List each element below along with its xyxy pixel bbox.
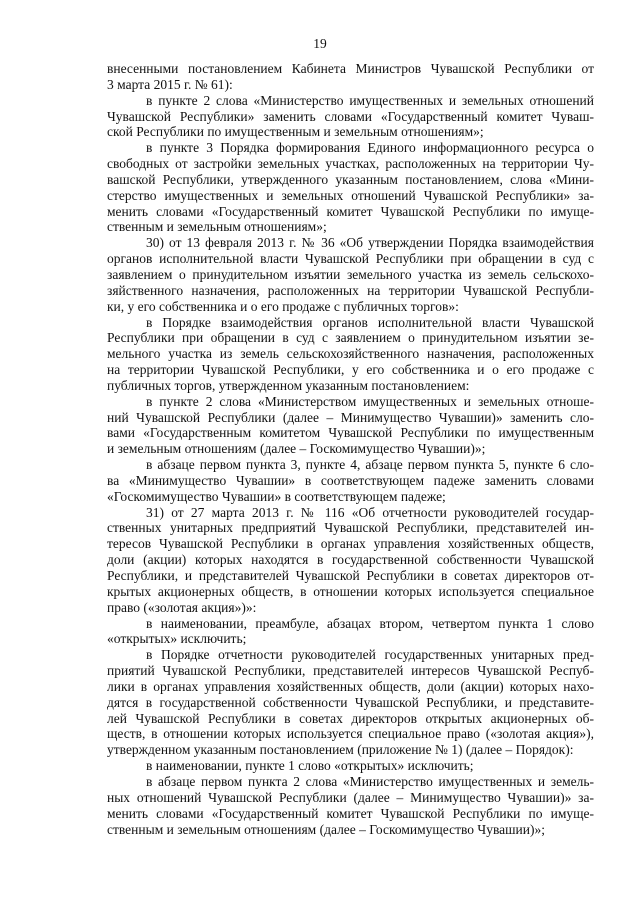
text-line: ственных унитарных предприятий Чувашской Республики, представителей ин-	[107, 520, 594, 536]
text-line: в наименовании, преамбуле, абзацах втором, четвертом пункта 1 слово	[146, 615, 594, 631]
text-line: ний Чувашской Республики (далее – Минимущество Чувашии)» заменить сло-	[107, 409, 594, 425]
text-line: в абзаце первом пункта 2 слова «Министерство имущественных и земель-	[146, 773, 594, 789]
text-line: на территории Чувашской Республики, у его собственника и о его продаже с	[107, 362, 594, 378]
page-number: 19	[313, 36, 327, 51]
text-line: утвержденном указанным постановлением (приложение № 1) (далее – Порядок):	[107, 742, 574, 758]
text-line: доли (акции) которых находятся в государственной собственности Чувашской	[107, 552, 594, 568]
text-line: и земельным отношениям (далее – Госкомимущество Чувашии)»;	[107, 441, 486, 457]
text-line: органов исполнительной власти Чувашской Республики при обращении в суд с	[107, 251, 594, 267]
text-line: ки, у его собственника и о его продаже с публичных торгов»:	[107, 298, 459, 314]
text-line: лей Чувашской Республики в советах директоров открытых акционерных об-	[107, 710, 594, 726]
text-line: 3 марта 2015 г. № 61):	[107, 76, 233, 92]
text-line: в наименовании, пункте 1 слово «открытых» исключить;	[146, 758, 474, 774]
text-line: вами «Государственным комитетом Чувашской Республики по имущественным	[107, 425, 594, 441]
text-line: мельного участка из земель сельскохозяйственного назначения, расположенных	[107, 346, 594, 362]
text-line: свободных от застройки земельных участках, расположенных на территории Чу-	[107, 156, 594, 172]
text-line: 31) от 27 марта 2013 г. № 116 «Об отчетности руководителей государ-	[146, 504, 594, 520]
text-line: Республики при обращении в суд с заявлением о принудительном изъятии зе-	[107, 330, 594, 346]
text-line: Республики, и представителей Чувашской Республики в советах директоров от-	[107, 568, 594, 583]
text-line: «Госкомимущество Чувашии» в соответствующем падеже;	[107, 488, 446, 504]
text-line: заявлением о принудительном изъятии земельного участка из земель сельскохо-	[107, 266, 594, 282]
text-line: в Порядке отчетности руководителей государственных унитарных пред-	[146, 647, 594, 663]
text-line: ской Республики по имущественным и земельным отношениям»;	[107, 124, 484, 140]
text-line: право («золотая акция»)»:	[107, 599, 257, 615]
text-line: в Порядке взаимодействия органов исполнительной власти Чувашской	[146, 314, 594, 330]
text-line: 30) от 13 февраля 2013 г. № 36 «Об утверждении Порядка взаимодействия	[146, 235, 594, 251]
text-line: зяйственного назначения, расположенных на территории Чувашской Республи-	[107, 282, 594, 298]
text-line: вашской Республики, утвержденного указанным постановлением, слова «Мини-	[107, 171, 594, 187]
text-line: в пункте 2 слова «Министерство имущественных и земельных отношений	[146, 92, 594, 108]
text-line: крытых акционерных обществ, в отношении которых используется специальное	[107, 583, 594, 599]
text-line: «открытых» исключить;	[107, 631, 247, 647]
text-line: внесенными постановлением Кабинета Министров Чувашской Республики от	[107, 61, 594, 76]
document-body	[107, 61, 594, 837]
text-line: ственным и земельным отношениям»;	[107, 219, 327, 235]
text-line: менить словами «Государственный комитет Чувашской Республики по имуще-	[107, 805, 594, 821]
text-line: приятий Чувашской Республики, представителей интересов Чувашской Респуб-	[107, 663, 594, 679]
text-line: Чувашской Республики» заменить словами «Государственный комитет Чуваш-	[107, 108, 594, 124]
text-line: стерство имущественных и земельных отношений Чувашской Республики» за-	[107, 187, 594, 203]
text-line: публичных торгов, утвержденном указанным постановлением:	[107, 377, 470, 393]
text-line: ных отношений Чувашской Республики (далее – Минимущество Чувашии)» за-	[107, 789, 594, 805]
text-line: ва «Минимущество Чувашии» в соответствующем падеже заменить словами	[107, 472, 594, 488]
text-line: в пункте 2 слова «Министерством имущественных и земельных отноше-	[146, 393, 594, 409]
text-line: дятся в государственной собственности Чувашской Республики, и представите-	[107, 694, 594, 710]
text-line: менить словами «Государственный комитет Чувашской Республики по имуще-	[107, 203, 594, 219]
text-line: ществ, в отношении которых используется специальное право («золотая акция»),	[107, 726, 594, 742]
text-line: в пункте 3 Порядка формирования Единого информационного ресурса о	[146, 140, 594, 156]
text-line: в абзаце первом пункта 3, пункте 4, абзаце первом пункта 5, пункте 6 сло-	[146, 457, 594, 473]
text-line: лики в органах управления хозяйственных обществ, доли (акции) которых нахо-	[107, 678, 594, 694]
text-line: ственным и земельным отношениям (далее – Госкомимущество Чувашии)»;	[107, 821, 545, 837]
text-line: тересов Чувашской Республики в органах управления хозяйственных обществ,	[107, 536, 594, 552]
